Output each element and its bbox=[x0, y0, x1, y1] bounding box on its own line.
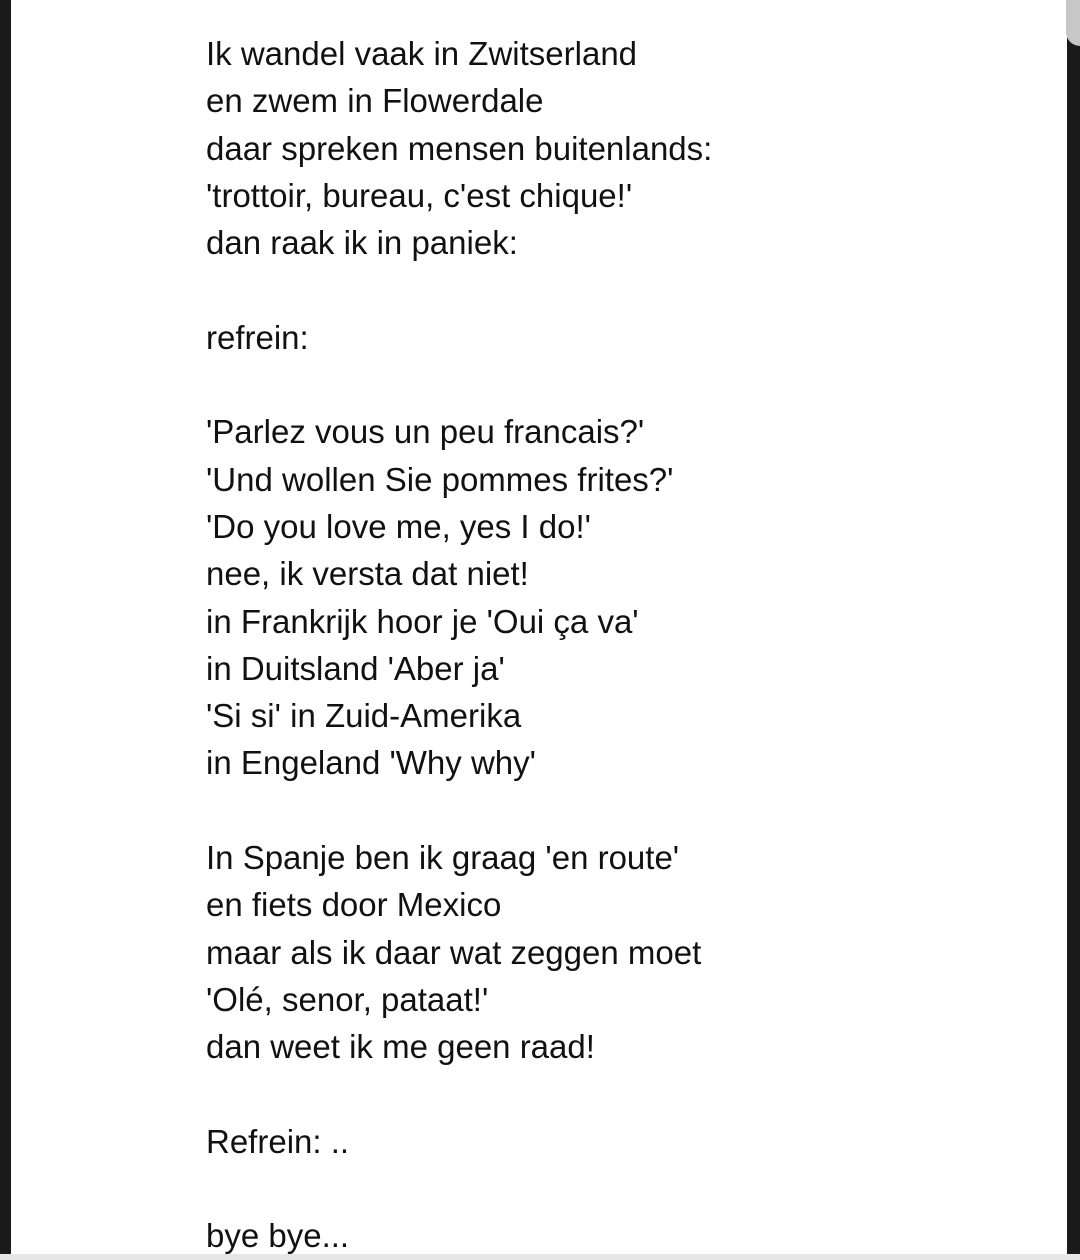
lyric-line: 'trottoir, bureau, c'est chique!' bbox=[206, 176, 633, 214]
lyric-line: 'Olé, senor, pataat!' bbox=[206, 980, 489, 1018]
stanza-gap bbox=[206, 1165, 966, 1212]
lyric-line: maar als ik daar wat zeggen moet bbox=[206, 933, 702, 971]
stanza-gap bbox=[206, 1071, 966, 1118]
closing-line: bye bye... bbox=[206, 1217, 350, 1255]
stanza-gap bbox=[206, 266, 966, 313]
lyric-line: dan weet ik me geen raad! bbox=[206, 1028, 595, 1066]
refrain-line: in Engeland 'Why why' bbox=[206, 744, 536, 782]
stanza-gap bbox=[206, 361, 966, 408]
refrain-line: in Frankrijk hoor je 'Oui ça va' bbox=[206, 602, 639, 640]
refrain-line: 'Parlez vous un peu francais?' bbox=[206, 413, 645, 451]
lyric-line: en fiets door Mexico bbox=[206, 886, 502, 924]
document-page bbox=[11, 0, 1067, 1260]
scrollbar-thumb[interactable] bbox=[1066, 0, 1080, 46]
refrain-line: nee, ik versta dat niet! bbox=[206, 555, 529, 593]
refrain-repeat-label: Refrein: .. bbox=[206, 1122, 350, 1160]
lyrics-text bbox=[206, 30, 966, 1260]
lyric-line: daar spreken mensen buitenlands: bbox=[206, 129, 713, 167]
lyric-line: In Spanje ben ik graag 'en route' bbox=[206, 839, 680, 877]
refrain-line: 'Do you love me, yes I do!' bbox=[206, 507, 591, 545]
refrain-line: in Duitsland 'Aber ja' bbox=[206, 649, 505, 687]
left-frame-border bbox=[0, 0, 11, 1260]
lyric-line: Ik wandel vaak in Zwitserland bbox=[206, 35, 638, 72]
bottom-edge-bar bbox=[0, 1254, 1080, 1260]
lyric-line: dan raak ik in paniek: bbox=[206, 224, 518, 262]
right-frame-border bbox=[1067, 0, 1080, 1260]
lyric-line: en zwem in Flowerdale bbox=[206, 82, 544, 120]
refrain-label: refrein: bbox=[206, 318, 309, 356]
refrain-line: 'Und wollen Sie pommes frites?' bbox=[206, 460, 674, 498]
stanza-gap bbox=[206, 787, 966, 834]
refrain-line: 'Si si' in Zuid-Amerika bbox=[206, 697, 522, 735]
